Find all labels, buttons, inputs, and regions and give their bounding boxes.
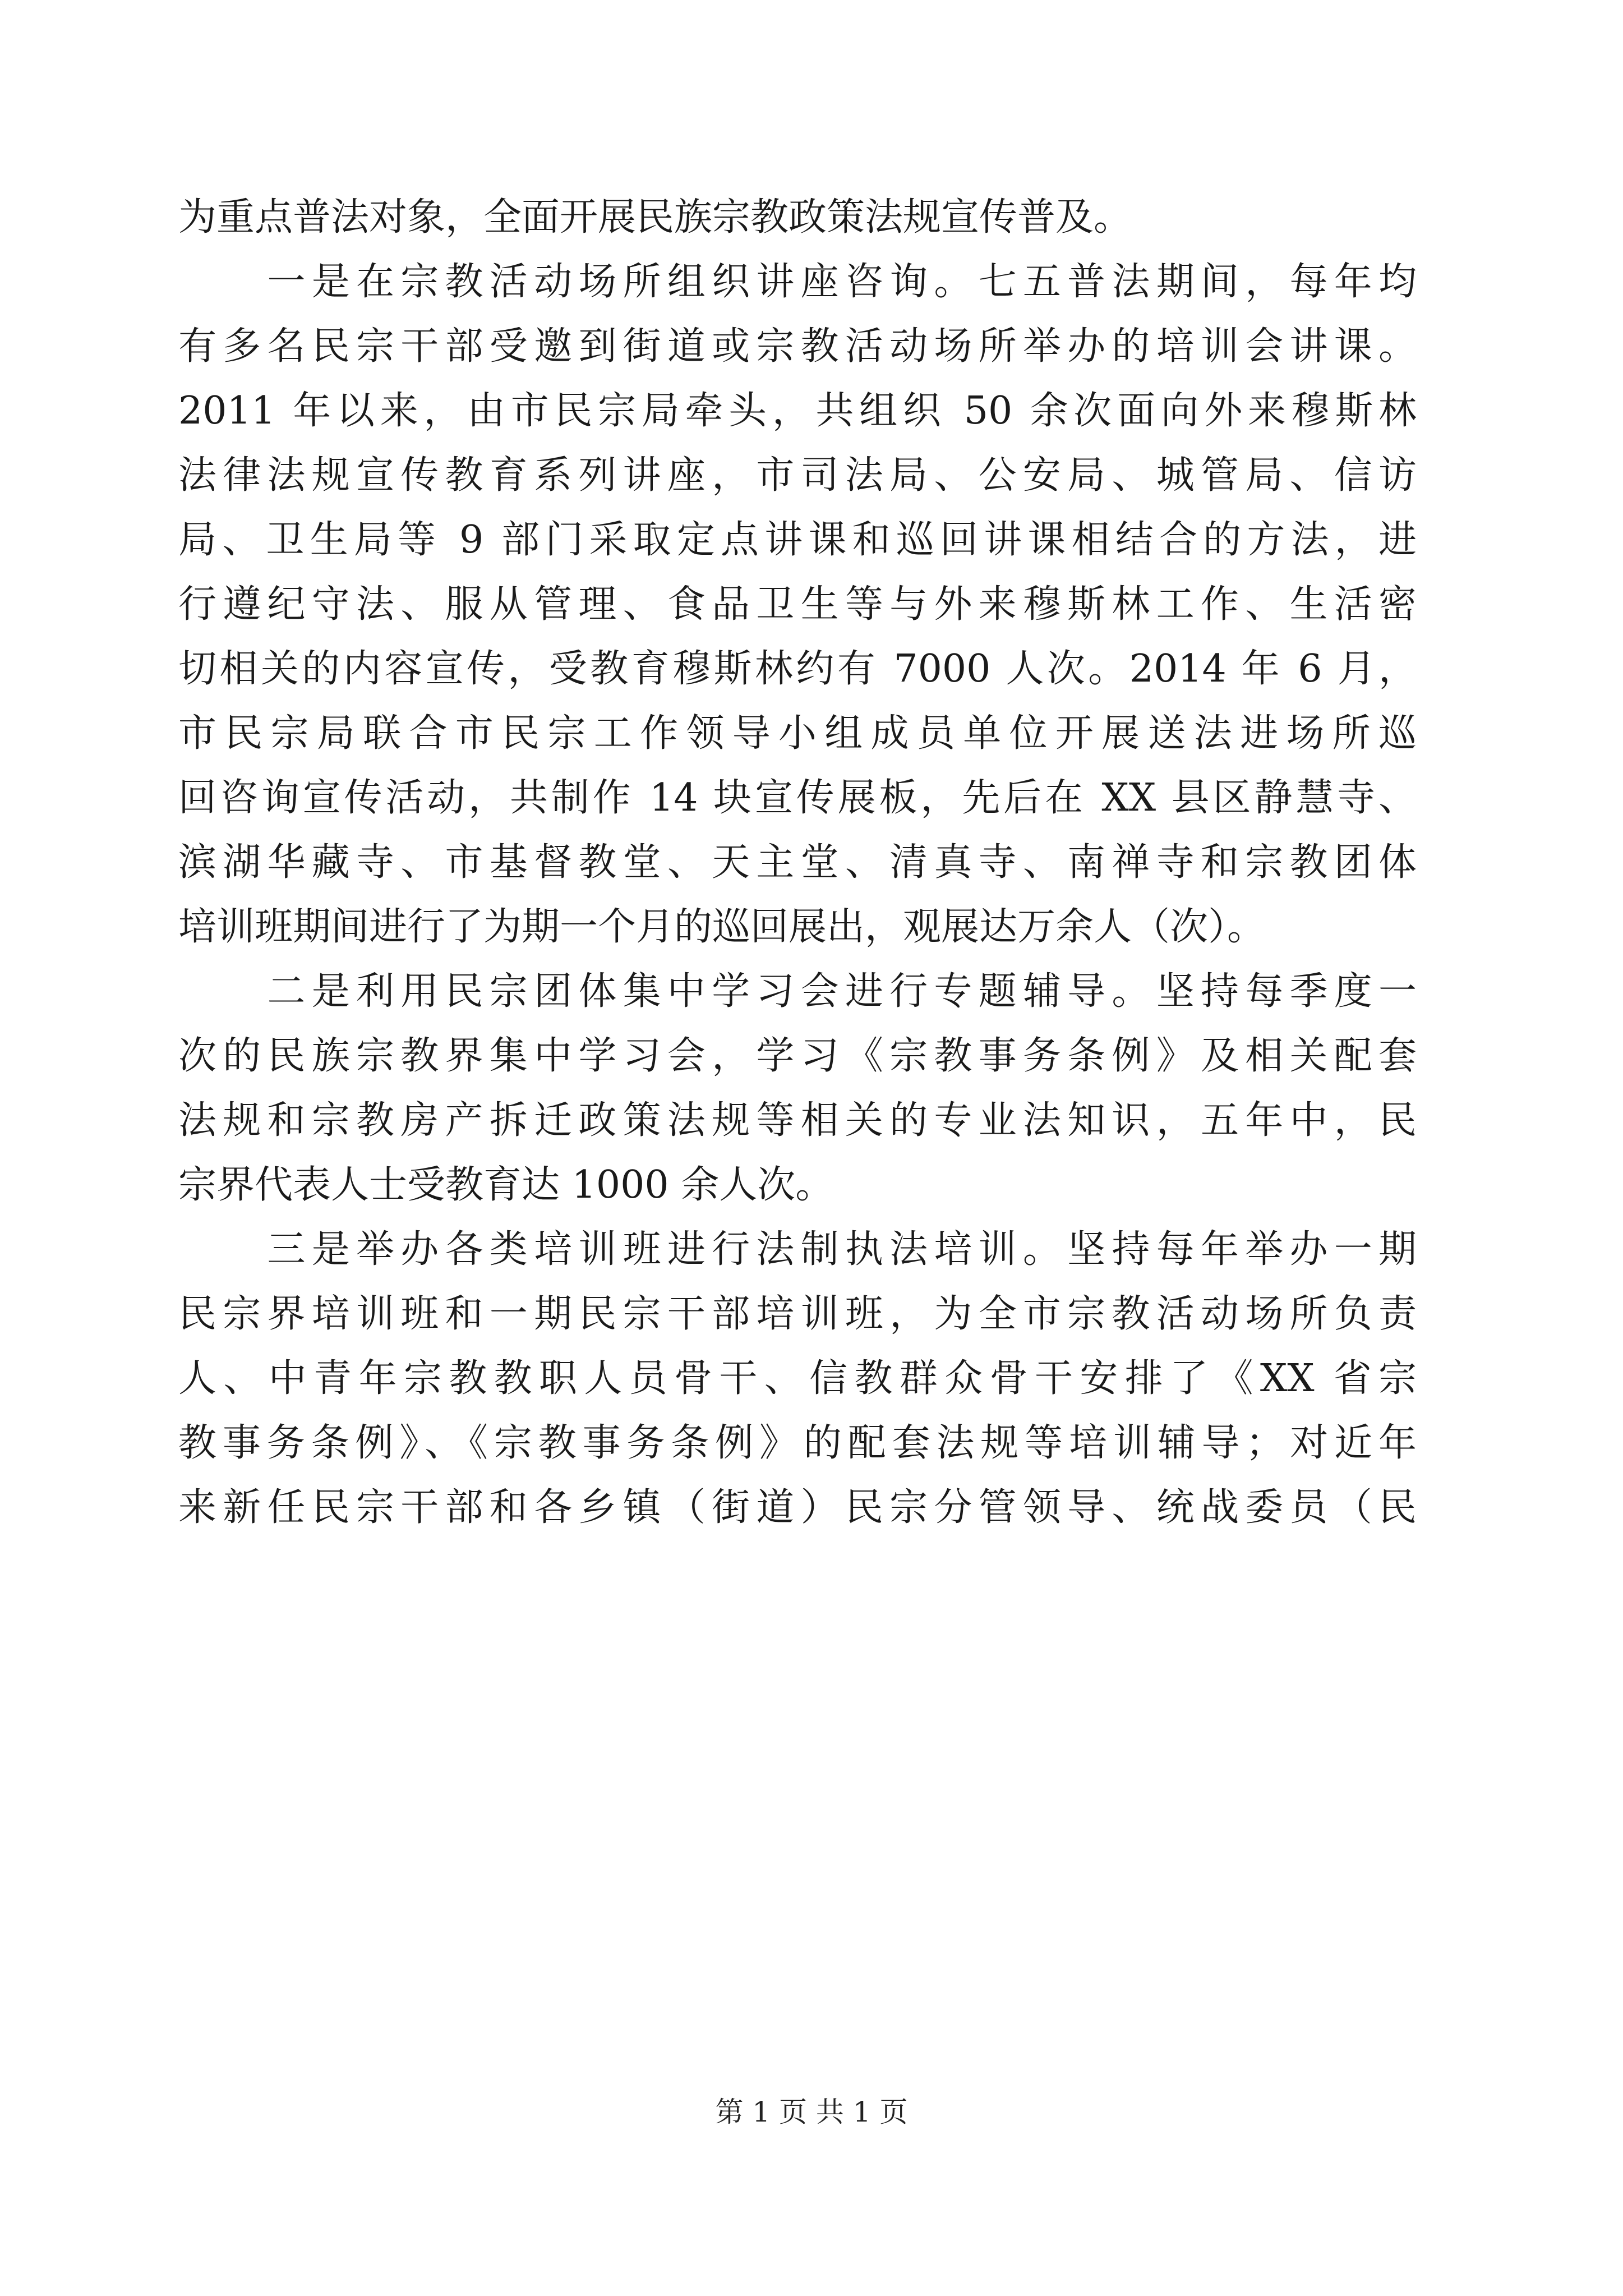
text-line: 培训班期间进行了为期一个月的巡回展出，观展达万余人（次）。	[178, 905, 1266, 949]
text-line: 民宗界培训班和一期民宗干部培训班，为全市宗教活动场所负责	[178, 1292, 1417, 1336]
text-line: 二是利用民宗团体集中学习会进行专题辅导。坚持每季度一	[178, 969, 1417, 1014]
text-line: 切相关的内容宣传，受教育穆斯林约有 7000 人次。2014 年 6 月，	[178, 647, 1417, 691]
text-line: 法规和宗教房产拆迁政策法规等相关的专业法知识，五年中，民	[178, 1098, 1417, 1143]
text-line: 为重点普法对象，全面开展民族宗教政策法规宣传普及。	[178, 195, 1132, 240]
text-line: 回咨询宣传活动，共制作 14 块宣传展板，先后在 XX 县区静慧寺、	[178, 776, 1417, 820]
page-footer: 第 1 页 共 1 页	[715, 2096, 908, 2128]
text-line: 局、卫生局等 9 部门采取定点讲课和巡回讲课相结合的方法，进	[178, 518, 1417, 562]
text-line: 滨湖华藏寺、市基督教堂、天主堂、清真寺、南禅寺和宗教团体	[178, 840, 1417, 885]
document-body	[178, 185, 1417, 1540]
text-line: 一是在宗教活动场所组织讲座咨询。七五普法期间，每年均	[178, 260, 1417, 304]
text-line: 法律法规宣传教育系列讲座，市司法局、公安局、城管局、信访	[178, 453, 1417, 498]
text-line: 次的民族宗教界集中学习会，学习《宗教事务条例》及相关配套	[178, 1034, 1417, 1078]
text-line: 宗界代表人士受教育达 1000 余人次。	[178, 1163, 834, 1207]
text-line: 教事务条例》、《宗教事务条例》的配套法规等培训辅导；对近年	[178, 1421, 1417, 1465]
text-line: 行遵纪守法、服从管理、食品卫生等与外来穆斯林工作、生活密	[178, 582, 1417, 627]
text-line: 2011 年以来，由市民宗局牵头，共组织 50 余次面向外来穆斯林	[178, 389, 1417, 433]
text-line: 来新任民宗干部和各乡镇（街道）民宗分管领导、统战委员（民	[178, 1485, 1417, 1530]
text-line: 有多名民宗干部受邀到街道或宗教活动场所举办的培训会讲课。	[178, 324, 1417, 369]
text-line: 人、中青年宗教教职人员骨干、信教群众骨干安排了《XX 省宗	[178, 1356, 1417, 1401]
text-line: 三是举办各类培训班进行法制执法培训。坚持每年举办一期	[178, 1227, 1417, 1272]
text-line: 市民宗局联合市民宗工作领导小组成员单位开展送法进场所巡	[178, 711, 1417, 756]
